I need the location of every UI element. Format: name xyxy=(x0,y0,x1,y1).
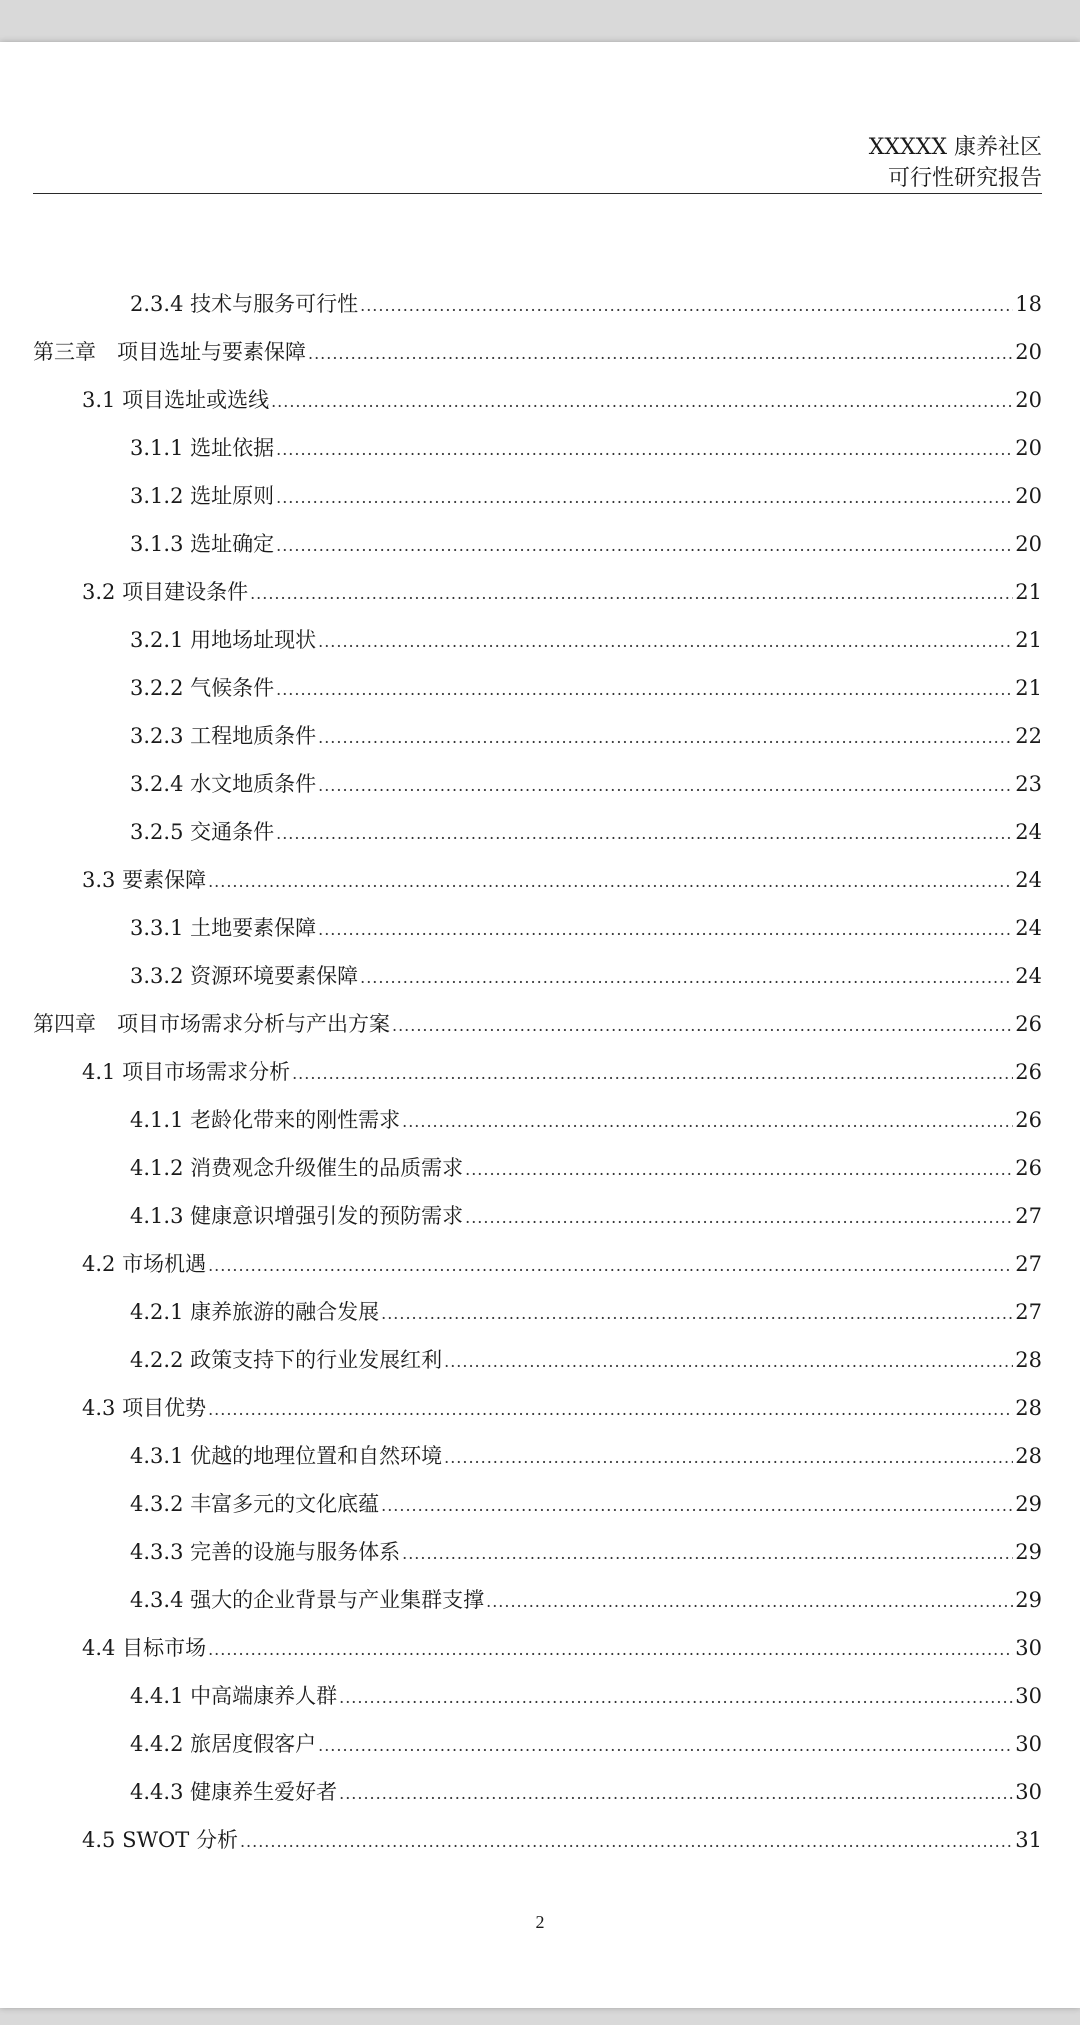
toc-entry-page: 27 xyxy=(1015,1204,1042,1228)
toc-entry[interactable] xyxy=(0,1576,1080,1624)
toc-entry-title: 3.2 项目建设条件 xyxy=(82,580,249,604)
toc-entry-page: 21 xyxy=(1015,676,1042,700)
toc-dot-leader xyxy=(240,1818,1013,1866)
toc-entry-page: 21 xyxy=(1015,580,1042,604)
table-of-contents xyxy=(0,280,1080,1864)
toc-entry-title: 3.3.1 土地要素保障 xyxy=(130,916,317,940)
toc-entry[interactable] xyxy=(0,1144,1080,1192)
toc-entry-page: 20 xyxy=(1015,532,1042,556)
toc-dot-leader xyxy=(271,378,1013,426)
toc-entry-page: 27 xyxy=(1015,1300,1042,1324)
toc-entry-title: 4.2.2 政策支持下的行业发展红利 xyxy=(130,1348,443,1372)
toc-entry-title: 3.1.1 选址依据 xyxy=(130,436,275,460)
toc-entry-page: 24 xyxy=(1015,916,1042,940)
toc-entry-page: 30 xyxy=(1015,1684,1042,1708)
toc-entry[interactable] xyxy=(0,904,1080,952)
toc-entry-page: 18 xyxy=(1015,292,1042,316)
toc-entry[interactable] xyxy=(0,280,1080,328)
toc-entry[interactable] xyxy=(0,1000,1080,1048)
toc-entry-page: 23 xyxy=(1015,772,1042,796)
toc-dot-leader xyxy=(465,1194,1013,1242)
toc-entry-title: 第四章 项目市场需求分析与产出方案 xyxy=(33,1012,390,1036)
toc-entry-page: 24 xyxy=(1015,820,1042,844)
toc-entry[interactable] xyxy=(0,328,1080,376)
toc-entry-page: 22 xyxy=(1015,724,1042,748)
toc-entry-title: 3.2.2 气候条件 xyxy=(130,676,275,700)
toc-dot-leader xyxy=(360,282,1013,330)
toc-dot-leader xyxy=(318,906,1013,954)
toc-entry[interactable] xyxy=(0,1480,1080,1528)
toc-entry-page: 26 xyxy=(1015,1156,1042,1180)
toc-entry-page: 28 xyxy=(1015,1348,1042,1372)
header-divider xyxy=(33,193,1042,194)
toc-dot-leader xyxy=(250,570,1013,618)
toc-dot-leader xyxy=(381,1290,1013,1338)
toc-entry[interactable] xyxy=(0,760,1080,808)
toc-entry-title: 4.4.3 健康养生爱好者 xyxy=(130,1780,338,1804)
toc-entry-title: 4.3.2 丰富多元的文化底蕴 xyxy=(130,1492,380,1516)
toc-dot-leader xyxy=(402,1098,1013,1146)
toc-entry[interactable] xyxy=(0,1624,1080,1672)
toc-entry-title: 4.4 目标市场 xyxy=(82,1636,207,1660)
running-header xyxy=(869,132,1042,194)
toc-entry-page: 30 xyxy=(1015,1780,1042,1804)
toc-entry[interactable] xyxy=(0,712,1080,760)
document-page xyxy=(0,42,1080,2008)
toc-entry[interactable] xyxy=(0,472,1080,520)
toc-dot-leader xyxy=(318,714,1013,762)
toc-dot-leader xyxy=(318,618,1013,666)
toc-entry-title: 4.4.2 旅居度假客户 xyxy=(130,1732,317,1756)
toc-entry-title: 4.3.3 完善的设施与服务体系 xyxy=(130,1540,401,1564)
toc-entry-title: 3.3.2 资源环境要素保障 xyxy=(130,964,359,988)
toc-dot-leader xyxy=(360,954,1013,1002)
toc-dot-leader xyxy=(486,1578,1013,1626)
toc-entry-page: 26 xyxy=(1015,1108,1042,1132)
toc-entry-title: 3.2.5 交通条件 xyxy=(130,820,275,844)
header-subtitle: 可行性研究报告 xyxy=(887,166,1042,191)
toc-entry[interactable] xyxy=(0,1528,1080,1576)
toc-entry-title: 4.3.1 优越的地理位置和自然环境 xyxy=(130,1444,443,1468)
toc-entry[interactable] xyxy=(0,1720,1080,1768)
toc-entry-page: 20 xyxy=(1015,388,1042,412)
toc-entry-title: 3.2.3 工程地质条件 xyxy=(130,724,317,748)
toc-dot-leader xyxy=(276,810,1013,858)
toc-entry[interactable] xyxy=(0,1384,1080,1432)
toc-entry-title: 4.1.3 健康意识增强引发的预防需求 xyxy=(130,1204,464,1228)
toc-entry-title: 3.3 要素保障 xyxy=(82,868,207,892)
header-title: XXXXX 康养社区 xyxy=(868,135,1042,160)
toc-dot-leader xyxy=(208,1626,1013,1674)
toc-dot-leader xyxy=(308,330,1013,378)
toc-dot-leader xyxy=(276,522,1013,570)
toc-entry-title: 4.5 SWOT 分析 xyxy=(82,1828,238,1852)
toc-entry-page: 24 xyxy=(1015,964,1042,988)
toc-entry-page: 20 xyxy=(1015,340,1042,364)
toc-entry-title: 2.3.4 技术与服务可行性 xyxy=(130,292,359,316)
toc-entry[interactable] xyxy=(0,520,1080,568)
toc-entry-page: 28 xyxy=(1015,1444,1042,1468)
toc-entry[interactable] xyxy=(0,952,1080,1000)
toc-entry-title: 4.3.4 强大的企业背景与产业集群支撑 xyxy=(130,1588,485,1612)
toc-entry-page: 24 xyxy=(1015,868,1042,892)
toc-entry-title: 4.4.1 中高端康养人群 xyxy=(130,1684,338,1708)
toc-entry[interactable] xyxy=(0,568,1080,616)
toc-entry[interactable] xyxy=(0,664,1080,712)
toc-entry-page: 29 xyxy=(1015,1492,1042,1516)
toc-entry-page: 31 xyxy=(1015,1828,1042,1852)
toc-entry[interactable] xyxy=(0,1768,1080,1816)
toc-entry-title: 3.1 项目选址或选线 xyxy=(82,388,270,412)
toc-entry-title: 4.1.2 消费观念升级催生的品质需求 xyxy=(130,1156,464,1180)
toc-entry-title: 3.1.2 选址原则 xyxy=(130,484,275,508)
toc-entry[interactable] xyxy=(0,616,1080,664)
toc-entry-page: 20 xyxy=(1015,484,1042,508)
toc-entry[interactable] xyxy=(0,1048,1080,1096)
toc-entry[interactable] xyxy=(0,1432,1080,1480)
toc-dot-leader xyxy=(208,858,1013,906)
toc-entry[interactable] xyxy=(0,1816,1080,1864)
toc-entry-title: 4.1 项目市场需求分析 xyxy=(82,1060,291,1084)
toc-entry-title: 4.2.1 康养旅游的融合发展 xyxy=(130,1300,380,1324)
toc-entry-title: 第三章 项目选址与要素保障 xyxy=(33,340,306,364)
toc-entry-title: 4.2 市场机遇 xyxy=(82,1252,207,1276)
toc-entry-page: 21 xyxy=(1015,628,1042,652)
toc-entry[interactable] xyxy=(0,1336,1080,1384)
toc-entry[interactable] xyxy=(0,1240,1080,1288)
toc-dot-leader xyxy=(392,1002,1013,1050)
toc-dot-leader xyxy=(318,762,1013,810)
toc-dot-leader xyxy=(381,1482,1013,1530)
toc-dot-leader xyxy=(444,1338,1013,1386)
toc-entry-title: 4.1.1 老龄化带来的刚性需求 xyxy=(130,1108,401,1132)
toc-dot-leader xyxy=(318,1722,1013,1770)
toc-dot-leader xyxy=(276,426,1013,474)
toc-entry[interactable] xyxy=(0,856,1080,904)
toc-dot-leader xyxy=(292,1050,1013,1098)
page-number: 2 xyxy=(535,1912,545,1932)
toc-entry-page: 26 xyxy=(1015,1012,1042,1036)
toc-entry-title: 3.2.1 用地场址现状 xyxy=(130,628,317,652)
toc-entry-title: 3.2.4 水文地质条件 xyxy=(130,772,317,796)
toc-entry-page: 28 xyxy=(1015,1396,1042,1420)
toc-entry[interactable] xyxy=(0,1096,1080,1144)
toc-entry-page: 30 xyxy=(1015,1636,1042,1660)
toc-entry-title: 4.3 项目优势 xyxy=(82,1396,207,1420)
toc-entry-page: 30 xyxy=(1015,1732,1042,1756)
toc-entry[interactable] xyxy=(0,1192,1080,1240)
toc-entry-page: 29 xyxy=(1015,1588,1042,1612)
toc-entry[interactable] xyxy=(0,1288,1080,1336)
toc-entry-page: 27 xyxy=(1015,1252,1042,1276)
toc-dot-leader xyxy=(276,474,1013,522)
toc-entry-title: 3.1.3 选址确定 xyxy=(130,532,275,556)
toc-entry[interactable] xyxy=(0,376,1080,424)
toc-entry-page: 29 xyxy=(1015,1540,1042,1564)
toc-dot-leader xyxy=(339,1770,1013,1818)
toc-dot-leader xyxy=(402,1530,1013,1578)
toc-entry[interactable] xyxy=(0,1672,1080,1720)
toc-entry-page: 26 xyxy=(1015,1060,1042,1084)
toc-dot-leader xyxy=(276,666,1013,714)
toc-dot-leader xyxy=(208,1386,1013,1434)
toc-dot-leader xyxy=(444,1434,1013,1482)
toc-dot-leader xyxy=(465,1146,1013,1194)
toc-entry-page: 20 xyxy=(1015,436,1042,460)
toc-dot-leader xyxy=(208,1242,1013,1290)
toc-entry[interactable] xyxy=(0,424,1080,472)
toc-entry[interactable] xyxy=(0,808,1080,856)
toc-dot-leader xyxy=(339,1674,1013,1722)
